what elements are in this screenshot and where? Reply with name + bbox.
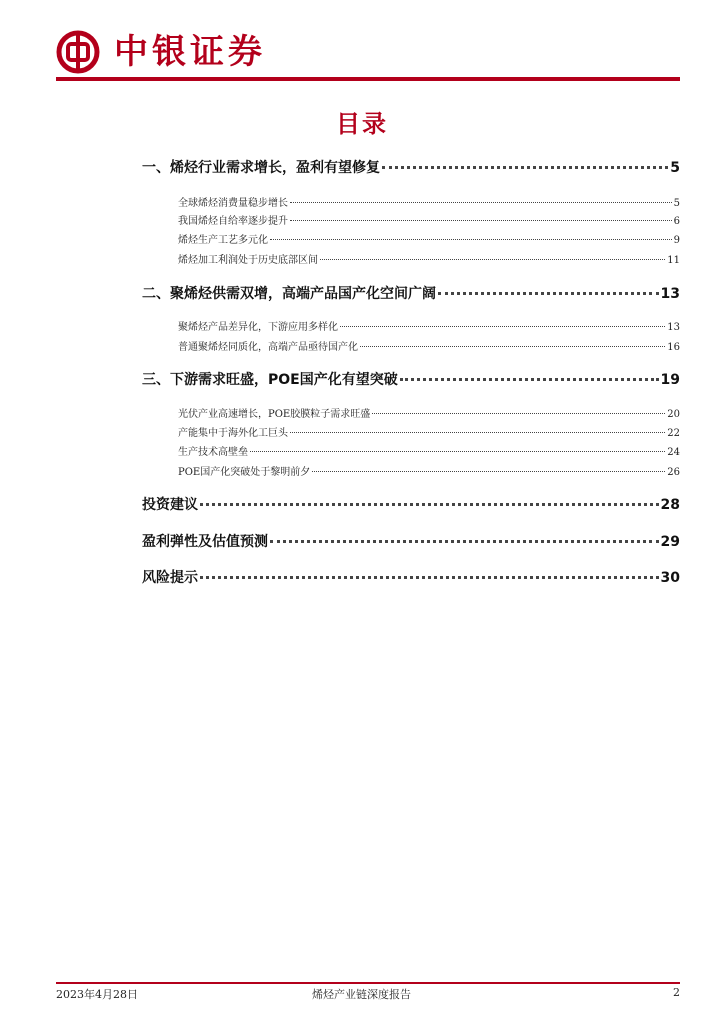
toc-section-1[interactable] bbox=[142, 157, 680, 177]
toc-subsection-label: 烯烃生产工艺多元化 bbox=[178, 235, 268, 246]
footer-divider bbox=[56, 982, 680, 984]
brand-name: 中银证券 bbox=[114, 32, 266, 72]
toc-page-number: 30 bbox=[660, 570, 680, 586]
footer-date: 2023年4月28日 bbox=[56, 988, 138, 1001]
toc-page-number: 29 bbox=[660, 534, 680, 550]
toc-subsection[interactable] bbox=[178, 443, 680, 458]
toc-page-number: 11 bbox=[667, 255, 680, 266]
toc-page-number: 6 bbox=[673, 216, 680, 227]
toc-subsection-label: 生产技术高壁垒 bbox=[178, 447, 248, 458]
toc-subsection-label: POE国产化突破处于黎明前夕 bbox=[178, 467, 311, 478]
toc-section-label: 二、聚烯烃供需双增，高端产品国产化空间广阔 bbox=[142, 286, 436, 302]
toc-leader-dots bbox=[270, 239, 672, 240]
toc-page-number: 13 bbox=[667, 322, 680, 333]
toc-subsection-label: 全球烯烃消费量稳步增长 bbox=[178, 198, 288, 209]
toc-subsection[interactable] bbox=[178, 424, 680, 439]
toc-page-number: 24 bbox=[667, 447, 680, 458]
toc-subsection[interactable] bbox=[178, 194, 680, 209]
toc-subsection[interactable] bbox=[178, 463, 680, 478]
toc-subsection[interactable] bbox=[178, 318, 680, 333]
toc-leader-dots bbox=[200, 503, 659, 506]
toc-section-2[interactable] bbox=[142, 283, 680, 303]
header-divider bbox=[56, 77, 680, 81]
toc-leader-dots bbox=[372, 413, 665, 414]
toc-section-label: 风险提示 bbox=[142, 570, 198, 586]
toc-subsection[interactable] bbox=[178, 338, 680, 353]
bank-of-china-logo-icon bbox=[56, 30, 100, 74]
toc-leader-dots bbox=[250, 451, 665, 452]
toc-leader-dots bbox=[360, 346, 665, 347]
page-title: 目录 bbox=[336, 110, 388, 138]
toc-subsection-label: 光伏产业高速增长，POE胶膜粒子需求旺盛 bbox=[178, 409, 371, 420]
toc-section-label: 盈利弹性及估值预测 bbox=[142, 534, 268, 550]
toc-subsection-label: 产能集中于海外化工巨头 bbox=[178, 428, 288, 439]
toc-leader-dots bbox=[340, 326, 665, 327]
toc-page-number: 16 bbox=[667, 342, 680, 353]
toc-page-number: 26 bbox=[667, 467, 680, 478]
toc-subsection[interactable] bbox=[178, 231, 680, 246]
toc-section-3[interactable] bbox=[142, 369, 680, 389]
toc-subsection[interactable] bbox=[178, 251, 680, 266]
toc-leader-dots bbox=[270, 540, 659, 543]
toc-subsection-label: 聚烯烃产品差异化，下游应用多样化 bbox=[178, 322, 338, 333]
toc-leader-dots bbox=[290, 220, 672, 221]
toc-page-number: 5 bbox=[673, 198, 680, 209]
toc-subsection-label: 我国烯烃自给率逐步提升 bbox=[178, 216, 288, 227]
toc-section-label: 投资建议 bbox=[142, 497, 198, 513]
toc-page-number: 5 bbox=[670, 160, 680, 176]
toc-section-label: 一、烯烃行业需求增长，盈利有望修复 bbox=[142, 160, 380, 176]
toc-leader-dots bbox=[382, 166, 668, 169]
toc-subsection-label: 烯烃加工利润处于历史底部区间 bbox=[178, 255, 318, 266]
toc-subsection-label: 普通聚烯烃同质化，高端产品亟待国产化 bbox=[178, 342, 358, 353]
toc-page-number: 13 bbox=[660, 286, 680, 302]
toc-leader-dots bbox=[438, 292, 659, 295]
toc-leader-dots bbox=[400, 378, 659, 381]
toc-leader-dots bbox=[290, 202, 672, 203]
toc-leader-dots bbox=[320, 259, 665, 260]
toc-leader-dots bbox=[312, 471, 665, 472]
toc-page-number: 22 bbox=[667, 428, 680, 439]
toc-page-number: 19 bbox=[660, 372, 680, 388]
toc-section-investment[interactable] bbox=[142, 494, 680, 514]
toc-leader-dots bbox=[290, 432, 665, 433]
toc-leader-dots bbox=[200, 576, 659, 579]
toc-section-label: 三、下游需求旺盛，POE国产化有望突破 bbox=[142, 372, 398, 388]
toc-page-number: 9 bbox=[673, 235, 680, 246]
toc-section-valuation[interactable] bbox=[142, 531, 680, 551]
toc-page-number: 28 bbox=[660, 497, 680, 513]
toc-section-risk[interactable] bbox=[142, 567, 680, 587]
toc-page-number: 20 bbox=[667, 409, 680, 420]
toc-subsection[interactable] bbox=[178, 405, 680, 420]
footer-page-number: 2 bbox=[673, 986, 680, 999]
footer-report-title: 烯烃产业链深度报告 bbox=[312, 988, 411, 1001]
toc-subsection[interactable] bbox=[178, 212, 680, 227]
